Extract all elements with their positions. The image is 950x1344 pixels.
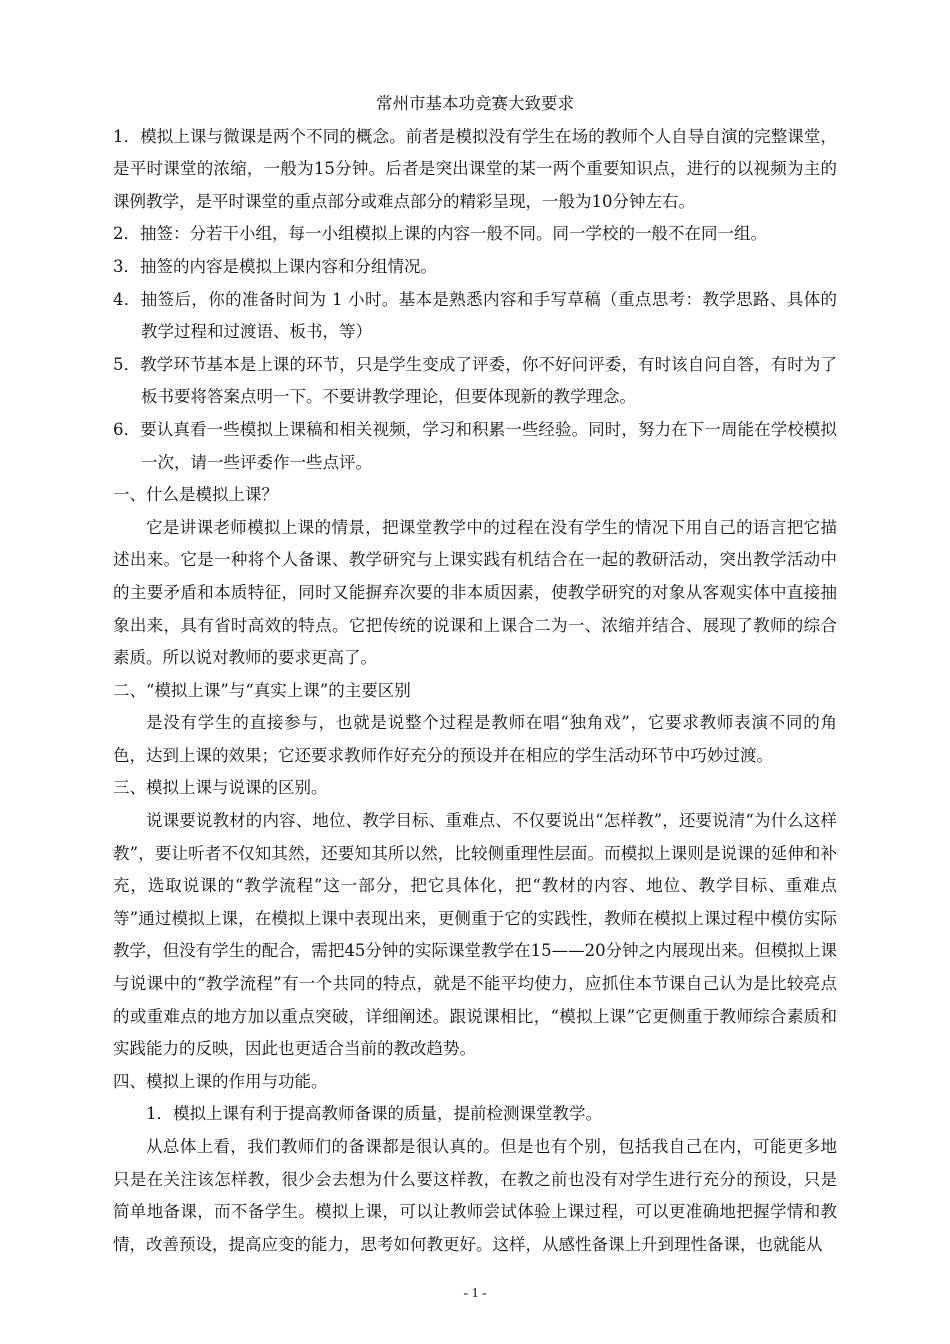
section-heading: 二、“模拟上课”与“真实上课”的主要区别 (113, 680, 411, 700)
section-paragraph: 是没有学生的直接参与，也就是说整个过程是教师在唱“独角戏”，它要求教师表演不同的角色，达到上课的效果；它还要求教师作好充分的预设并在相应的学生活动环节中巧妙过渡。 (113, 713, 837, 765)
list-item: 5．教学环节基本是上课的环节，只是学生变成了评委，你不好问评委，有时该自问自答，有时为了板书要将答案点明一下。不要讲教学理论，但要体现新的教学理念。 (113, 354, 837, 407)
section-paragraph: 从总体上看，我们教师们的备课都是很认真的。但是也有个别，包括我自己在内，可能更多地只是在关注该怎样教，很少会去想为什么要这样教，在教之前也没有对学生进行充分的预设，只是简单地备课，而不备学生。模拟上课，可以让教师尝试体验上课过程，可以更准确地把握学情和教情，改善预设，提高应变的能力，思考如何教更好。这样，从感性备课上升到理性备课，也就能从 (113, 1137, 837, 1254)
page-number: - 1 - (463, 1286, 487, 1301)
document-body (113, 88, 837, 1261)
section-heading: 一、什么是模拟上课？ (113, 485, 278, 505)
list-item: 2．抽签：分若干小组，每一小组模拟上课的内容一般不同。同一学校的一般不在同一组。 (113, 224, 767, 244)
section-heading: 四、模拟上课的作用与功能。 (113, 1071, 328, 1091)
list-item: 3．抽签的内容是模拟上课内容和分组情况。 (113, 256, 437, 276)
section-paragraph: 说课要说教材的内容、地位、教学目标、重难点、不仅要说出“怎样教”，还要说清“为什么这样教”，要让听者不仅知其然，还要知其所以然，比较侧重理性层面。而模拟上课则是说课的延伸和补充，选取说课的“教学流程”这一部分，把它具体化，把“教材的内容、地位、教学目标、重难点等”通过模拟上课，在模拟上课中表现出来，更侧重于它的实践性，教师在模拟上课过程中模仿实际教学，但没有学生的配合，需把45分钟的实际课堂教学在15——20分钟之内展现出来。但模拟上课与说课中的“教学流程”有一个共同的特点，就是不能平均使力，应抓住本节课自己认为是比较亮点的或重难点的地方加以重点突破，详细阐述。跟说课相比，“模拟上课”它更侧重于教师综合素质和实践能力的反映，因此也更适合当前的教改趋势。 (113, 811, 837, 1059)
section-heading: 三、模拟上课与说课的区别。 (113, 778, 328, 798)
list-item: 1．模拟上课与微课是两个不同的概念。前者是模拟没有学生在场的教师个人自导自演的完整课堂，是平时课堂的浓缩，一般为15分钟。后者是突出课堂的某一两个重要知识点，进行的以视频为主的课例教学，是平时课堂的重点部分或难点部分的精彩呈现，一般为10分钟左右。 (113, 126, 837, 211)
list-item: 6．要认真看一些模拟上课稿和相关视频，学习和积累一些经验。同时，努力在下一周能在学校模拟一次，请一些评委作一些点评。 (113, 419, 837, 472)
document-title: 常州市基本功竞赛大致要求 (376, 94, 574, 113)
list-item: 4．抽签后，你的准备时间为 1 小时。基本是熟悉内容和手写草稿（重点思考：教学思路、具体的教学过程和过渡语、板书，等） (113, 289, 837, 342)
subsection-heading: 1．模拟上课有利于提高教师备课的质量，提前检测课堂教学。 (146, 1104, 602, 1124)
section-paragraph: 它是讲课老师模拟上课的情景，把课堂教学中的过程在没有学生的情况下用自己的语言把它描述出来。它是一种将个人备课、教学研究与上课实践有机结合在一起的教研活动，突出教学活动中的主要矛盾和本质特征，同时又能摒弃次要的非本质因素，使教学研究的对象从客观实体中直接抽象出来，具有省时高效的特点。它把传统的说课和上课合二为一、浓缩并结合、展现了教师的综合素质。所以说对教师的要求更高了。 (113, 517, 837, 668)
